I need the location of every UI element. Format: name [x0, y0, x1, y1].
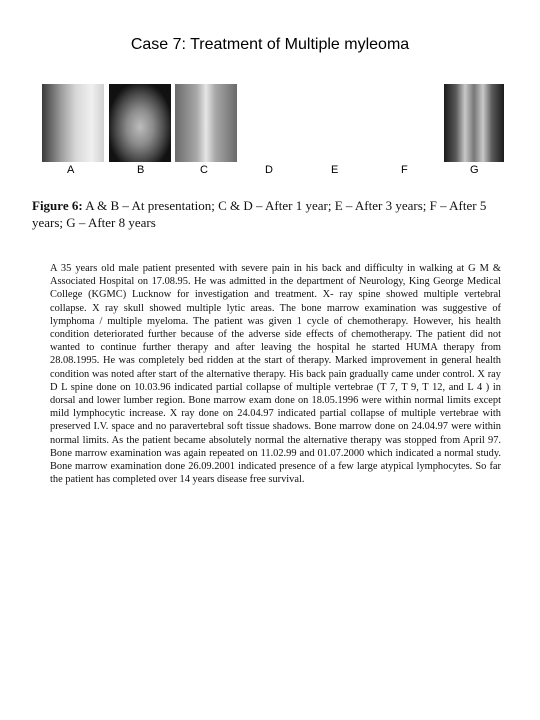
ct-scan-image: [109, 84, 171, 162]
page-title: Case 7: Treatment of Multiple myleoma: [130, 36, 410, 53]
image-label-a: A: [67, 164, 75, 176]
image-label-b: B: [137, 164, 145, 176]
image-label-g: G: [470, 164, 479, 176]
image-label-d: D: [265, 164, 273, 176]
figure-caption: [32, 197, 508, 231]
image-label-c: C: [200, 164, 208, 176]
caption-text: A & B – At presentation; C & D – After 1 year; E – After 3 years; F – After 5 years; G – After 8 years: [32, 198, 487, 230]
image-label-f: F: [401, 164, 408, 176]
case-description: A 35 years old male patient presented with severe pain in his back and difficulty in walking at G M & Associated Hospital on 17.08.95. He was admitted in the department of Neurology, King George Medical College (KGMC) Lucknow for investigation and treatment. X- ray spine showed multiple vertebral collapse. X ray skull showed multiple lytic areas. The bone marrow examination was suggestive of lymphoma / multiple myeloma. The patient was given 1 cycle of chemotherapy. However, his health condition deteriorated further because of the adverse side effects of chemotherapy. The patient did not wanted to continue further therapy and after leaving the hospital he started HUMA therapy from 28.08.1995. He was completely bed ridden at the start of therapy. Marked improvement in general health condition was noted after start of the alternative therapy. His back pain gradually came under control. X ray D L spine done on 10.03.96 indicated partial collapse of multiple vertebrae (T 7, T 9, T 12, and L 4 ) in dorsal and lower lumber region. Bone marrow exam done on 18.05.1996 were within normal limits except mild lymphocytic increase. X ray done on 24.04.97 indicated partial collapse of multiple vertebrae with preserved I.V. space and no paravertebral soft tissue shadows. Bone marrow done on 24.04.97 were within normal limits. As the patient became absolutely normal the alternative therapy was stopped from April 97. Bone marrow examination was again repeated on 11.02.99 and 01.07.2000 which indicated a normal study. Bone marrow examination done 26.09.2001 indicated presence of a few large atypical lymphocytes. So far the patient has completed over 14 years disease free survival.: [50, 263, 501, 486]
caption-lead: Figure 6:: [32, 198, 83, 213]
chest-xray-image: [42, 84, 104, 162]
spine-xray-image: [175, 84, 237, 162]
spine-mri-image: [444, 84, 504, 162]
image-label-e: E: [331, 164, 339, 176]
